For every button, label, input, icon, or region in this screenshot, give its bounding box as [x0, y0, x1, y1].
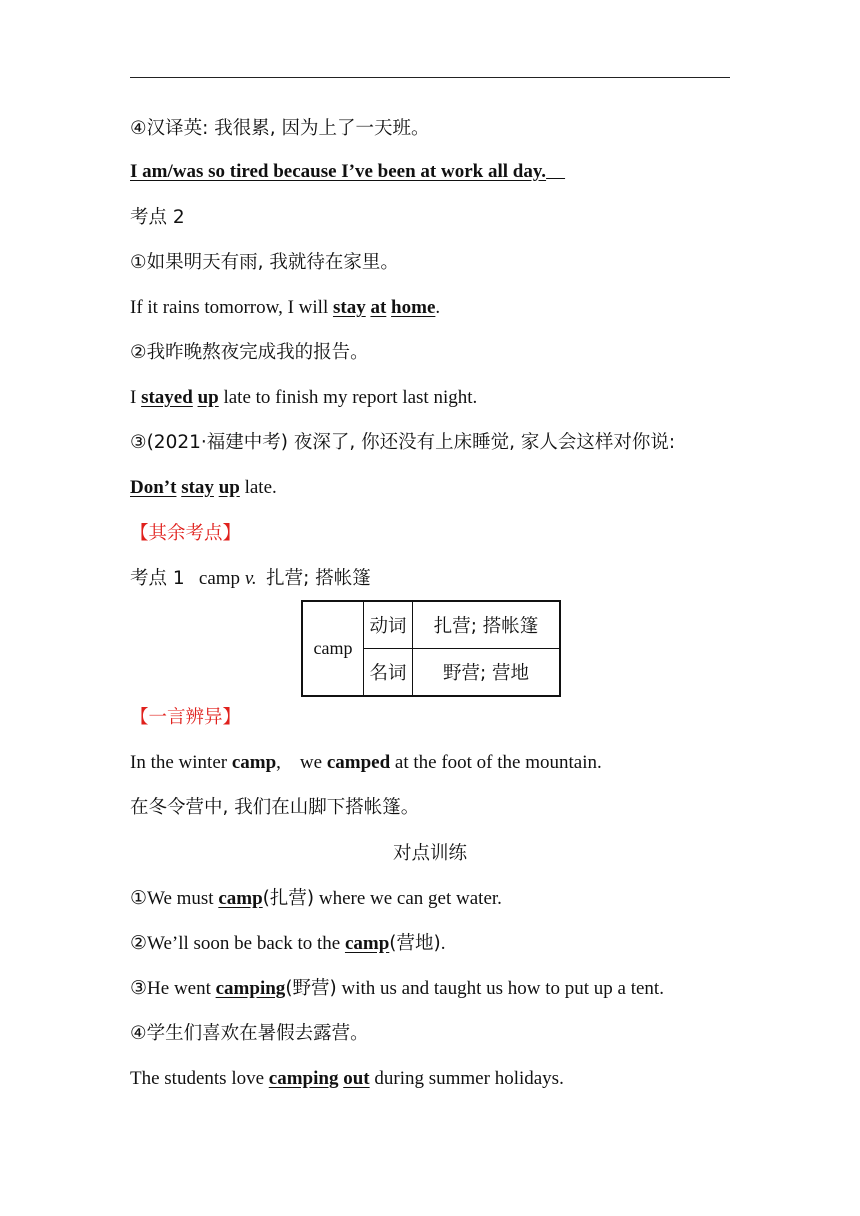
- table-word: camp: [302, 601, 364, 696]
- text: I: [130, 387, 142, 408]
- kaodian-1-label: 考点 1: [130, 568, 185, 589]
- hint: (扎营): [262, 888, 315, 909]
- answer-word: camp: [218, 888, 263, 909]
- text: ②We’ll soon be back to the: [130, 933, 345, 954]
- kaodian-2-label: 考点 2: [130, 207, 185, 228]
- answer-word: stayed: [141, 387, 193, 408]
- camp-table: [301, 600, 561, 697]
- hint: (营地): [389, 933, 441, 954]
- sentence-2-cn: ②我昨晚熬夜完成我的报告。: [130, 342, 369, 363]
- answer-word: camp: [344, 933, 390, 954]
- hint: (野营): [285, 978, 337, 999]
- answer-word: stay: [181, 477, 214, 498]
- answer-word: home: [391, 297, 436, 318]
- text: ③He went: [130, 978, 216, 999]
- answer-word: at: [370, 297, 387, 318]
- sentence-1-en: [130, 296, 440, 320]
- bold-word: camped: [326, 752, 391, 773]
- text: .: [440, 933, 446, 954]
- other-points-heading: 【其余考点】: [130, 523, 242, 544]
- practice-2: [130, 932, 445, 956]
- example-en: [130, 751, 602, 775]
- sentence-3-cn: ③(2021·福建中考) 夜深了, 你还没有上床睡觉, 家人会这样对你说:: [130, 432, 676, 453]
- practice-1: [130, 887, 502, 911]
- practice-3: [130, 977, 664, 1001]
- answer-word: camping: [215, 978, 286, 999]
- table-meaning: 扎营; 搭帐篷: [413, 601, 561, 649]
- q4-answer-text: I am/was so tired because I’ve been at work all day.: [130, 161, 547, 182]
- answer-word: Don’t: [130, 477, 177, 498]
- table-pos: 名词: [364, 649, 413, 697]
- bold-word: camp: [231, 752, 277, 773]
- text: In the winter: [130, 752, 232, 773]
- table-pos: 动词: [364, 601, 413, 649]
- q4-answer: [130, 160, 565, 184]
- q4-prompt: ④汉译英: 我很累, 因为上了一天班。: [130, 118, 430, 139]
- text: during summer holidays.: [369, 1068, 564, 1089]
- sentence-3-en: [130, 476, 277, 500]
- answer-word: out: [343, 1068, 370, 1089]
- sentence-1-cn: ①如果明天有雨, 我就待在家里。: [130, 252, 399, 273]
- header-rule: [130, 77, 730, 78]
- kaodian-1-word: camp: [198, 568, 241, 589]
- text: where we can get water.: [314, 888, 502, 909]
- text: late to finish my report last night.: [218, 387, 478, 408]
- text: ①We must: [130, 888, 219, 909]
- text: with us and taught us how to put up a tent.: [336, 978, 664, 999]
- practice-4-en: [130, 1067, 564, 1091]
- practice-4-cn: ④学生们喜欢在暑假去露营。: [130, 1023, 369, 1044]
- text: , we: [276, 752, 327, 773]
- kaodian-1-pos: v.: [244, 568, 257, 589]
- answer-word: camping: [268, 1068, 339, 1089]
- answer-word: stay: [332, 297, 366, 318]
- text: The students love: [130, 1068, 269, 1089]
- example-cn: 在冬令营中, 我们在山脚下搭帐篷。: [130, 797, 420, 818]
- sentence-2-en: [130, 386, 477, 410]
- text: If it rains tomorrow, I will: [130, 297, 333, 318]
- kaodian-1-meaning: 扎营; 搭帐篷: [266, 568, 371, 589]
- answer-word: up: [197, 387, 219, 408]
- kaodian-1-line: [130, 567, 371, 591]
- table-meaning: 野营; 营地: [413, 649, 561, 697]
- distinguish-heading: 【一言辨异】: [130, 707, 242, 728]
- text: .: [435, 297, 441, 318]
- answer-word: up: [218, 477, 240, 498]
- text: at the foot of the mountain.: [390, 752, 602, 773]
- practice-heading: 对点训练: [392, 843, 467, 864]
- text: late.: [239, 477, 277, 498]
